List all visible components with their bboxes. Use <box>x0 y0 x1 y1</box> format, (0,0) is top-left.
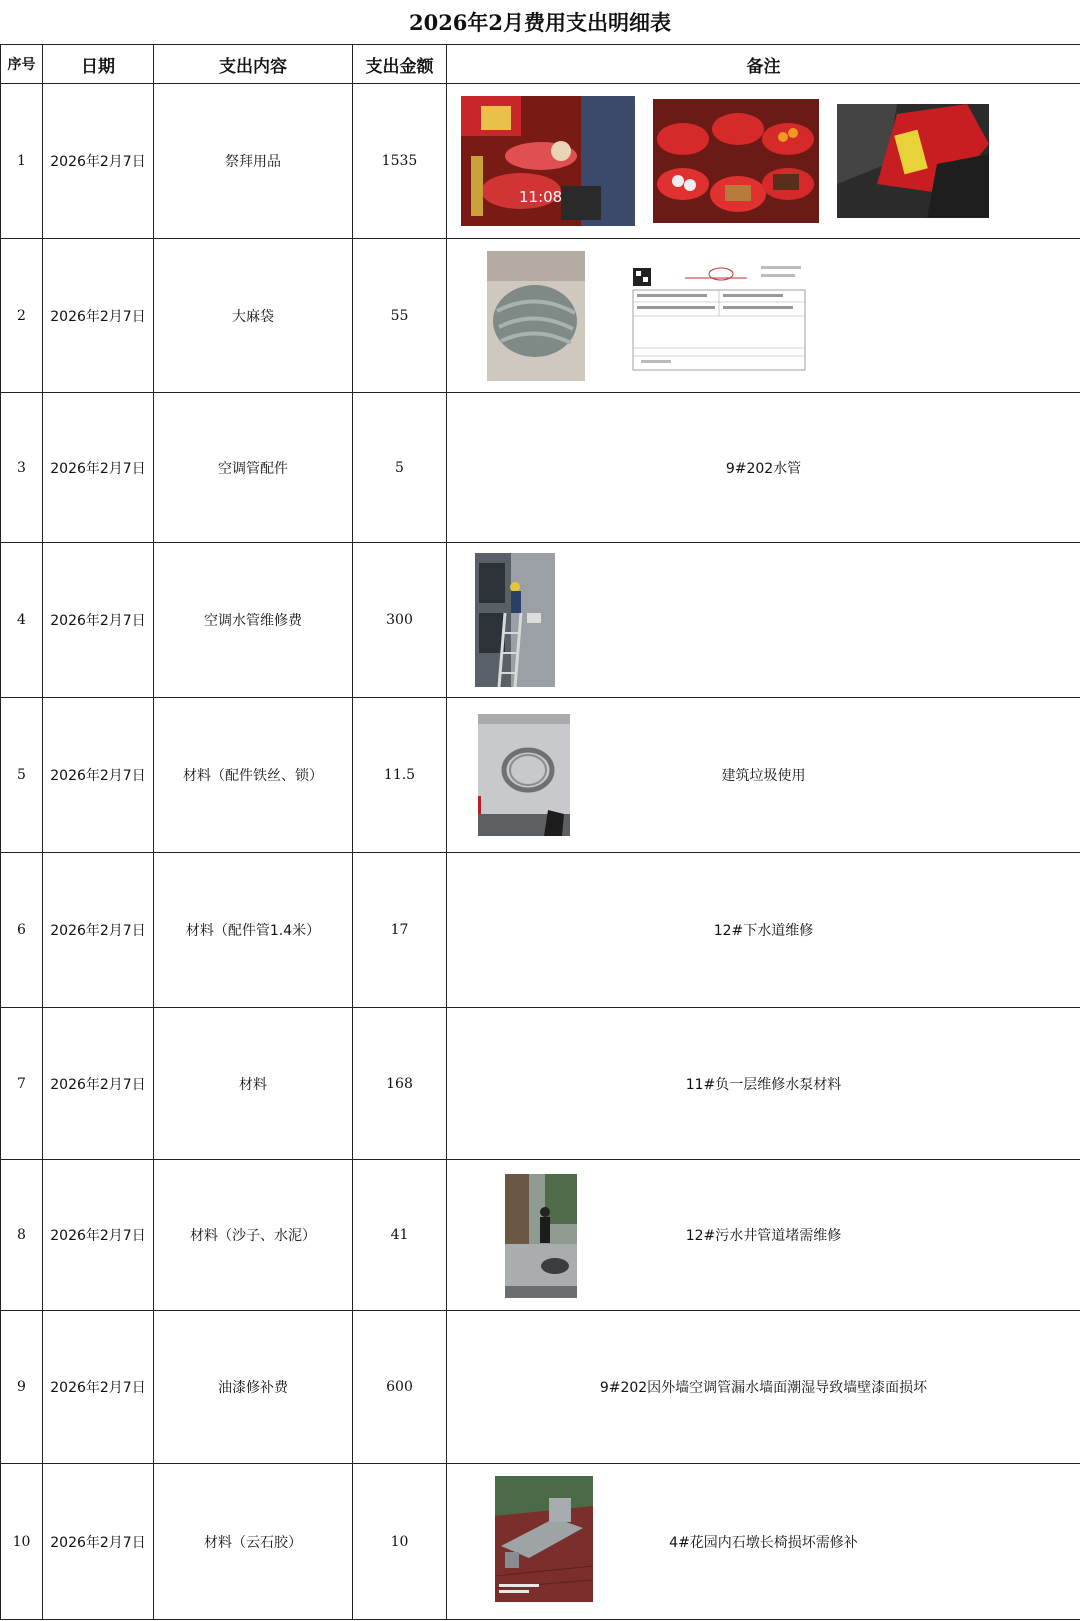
row-amount: 300 <box>353 543 447 698</box>
row-amount: 600 <box>353 1311 447 1464</box>
table-row <box>1 853 1080 1008</box>
row-date: 2026年2月7日 <box>43 1464 154 1620</box>
offering-food-photo <box>653 99 819 223</box>
sheet-title: 2026年2月费用支出明细表 <box>0 0 1080 45</box>
table-row <box>1 1464 1080 1620</box>
row-note: 9#202水管 <box>447 393 1080 543</box>
row-date: 2026年2月7日 <box>43 239 154 393</box>
row-amount: 41 <box>353 1160 447 1311</box>
row-content: 材料（沙子、水泥） <box>154 1160 353 1311</box>
bagged-items-photo <box>837 104 989 218</box>
row-content: 材料（云石胶） <box>154 1464 353 1620</box>
row-remarks <box>447 1464 1080 1620</box>
row-content: 大麻袋 <box>154 239 353 393</box>
row-date: 2026年2月7日 <box>43 393 154 543</box>
table-row <box>1 84 1080 239</box>
table-row <box>1 1008 1080 1160</box>
row-amount: 5 <box>353 393 447 543</box>
row-index: 8 <box>1 1160 43 1311</box>
row-index: 3 <box>1 393 43 543</box>
row-content: 祭拜用品 <box>154 84 353 239</box>
wire-coil-photo <box>478 714 570 836</box>
row-note: 12#污水井管道堵需维修 <box>685 1228 842 1244</box>
header-row <box>1 45 1080 84</box>
table-row <box>1 393 1080 543</box>
row-index: 2 <box>1 239 43 393</box>
offering-altar-photo <box>461 96 635 226</box>
row-remarks <box>447 543 1080 698</box>
row-note: 11#负一层维修水泵材料 <box>447 1008 1080 1160</box>
expense-table <box>0 44 1080 1620</box>
header-remarks: 备注 <box>447 45 1080 84</box>
row-content: 材料 <box>154 1008 353 1160</box>
row-date: 2026年2月7日 <box>43 543 154 698</box>
row-amount: 10 <box>353 1464 447 1620</box>
row-remarks <box>447 239 1080 393</box>
sewer-well-photo <box>505 1174 577 1298</box>
row-content: 空调水管维修费 <box>154 543 353 698</box>
row-remarks <box>447 698 1080 853</box>
row-index: 1 <box>1 84 43 239</box>
header-date: 日期 <box>43 45 154 84</box>
ladder-repair-photo <box>475 553 555 687</box>
row-content: 油漆修补费 <box>154 1311 353 1464</box>
sacks-photo <box>487 251 585 381</box>
row-index: 7 <box>1 1008 43 1160</box>
table-row <box>1 543 1080 698</box>
row-date: 2026年2月7日 <box>43 84 154 239</box>
row-date: 2026年2月7日 <box>43 1008 154 1160</box>
row-date: 2026年2月7日 <box>43 1160 154 1311</box>
row-amount: 168 <box>353 1008 447 1160</box>
row-remarks <box>447 1160 1080 1311</box>
header-content: 支出内容 <box>154 45 353 84</box>
photo-time-overlay: 11:08 <box>519 188 563 206</box>
table-row <box>1 1311 1080 1464</box>
invoice-image <box>631 260 807 372</box>
row-content: 空调管配件 <box>154 393 353 543</box>
row-amount: 17 <box>353 853 447 1008</box>
header-index: 序号 <box>1 45 43 84</box>
row-index: 9 <box>1 1311 43 1464</box>
row-note: 建筑垃圾使用 <box>721 768 806 784</box>
table-row <box>1 1160 1080 1311</box>
table-row <box>1 698 1080 853</box>
row-content: 材料（配件铁丝、锁） <box>154 698 353 853</box>
row-date: 2026年2月7日 <box>43 698 154 853</box>
row-amount: 55 <box>353 239 447 393</box>
row-note: 4#花园内石墩长椅损坏需修补 <box>669 1534 858 1551</box>
row-amount: 11.5 <box>353 698 447 853</box>
row-remarks <box>447 84 1080 239</box>
row-date: 2026年2月7日 <box>43 853 154 1008</box>
row-index: 4 <box>1 543 43 698</box>
row-note: 9#202因外墙空调管漏水墙面潮湿导致墙壁漆面损坏 <box>447 1311 1080 1464</box>
table-row <box>1 239 1080 393</box>
row-amount: 1535 <box>353 84 447 239</box>
row-index: 6 <box>1 853 43 1008</box>
header-amount: 支出金额 <box>353 45 447 84</box>
row-index: 10 <box>1 1464 43 1620</box>
row-note: 12#下水道维修 <box>447 853 1080 1008</box>
row-content: 材料（配件管1.4米） <box>154 853 353 1008</box>
stone-bench-photo <box>495 1476 593 1602</box>
row-index: 5 <box>1 698 43 853</box>
row-date: 2026年2月7日 <box>43 1311 154 1464</box>
